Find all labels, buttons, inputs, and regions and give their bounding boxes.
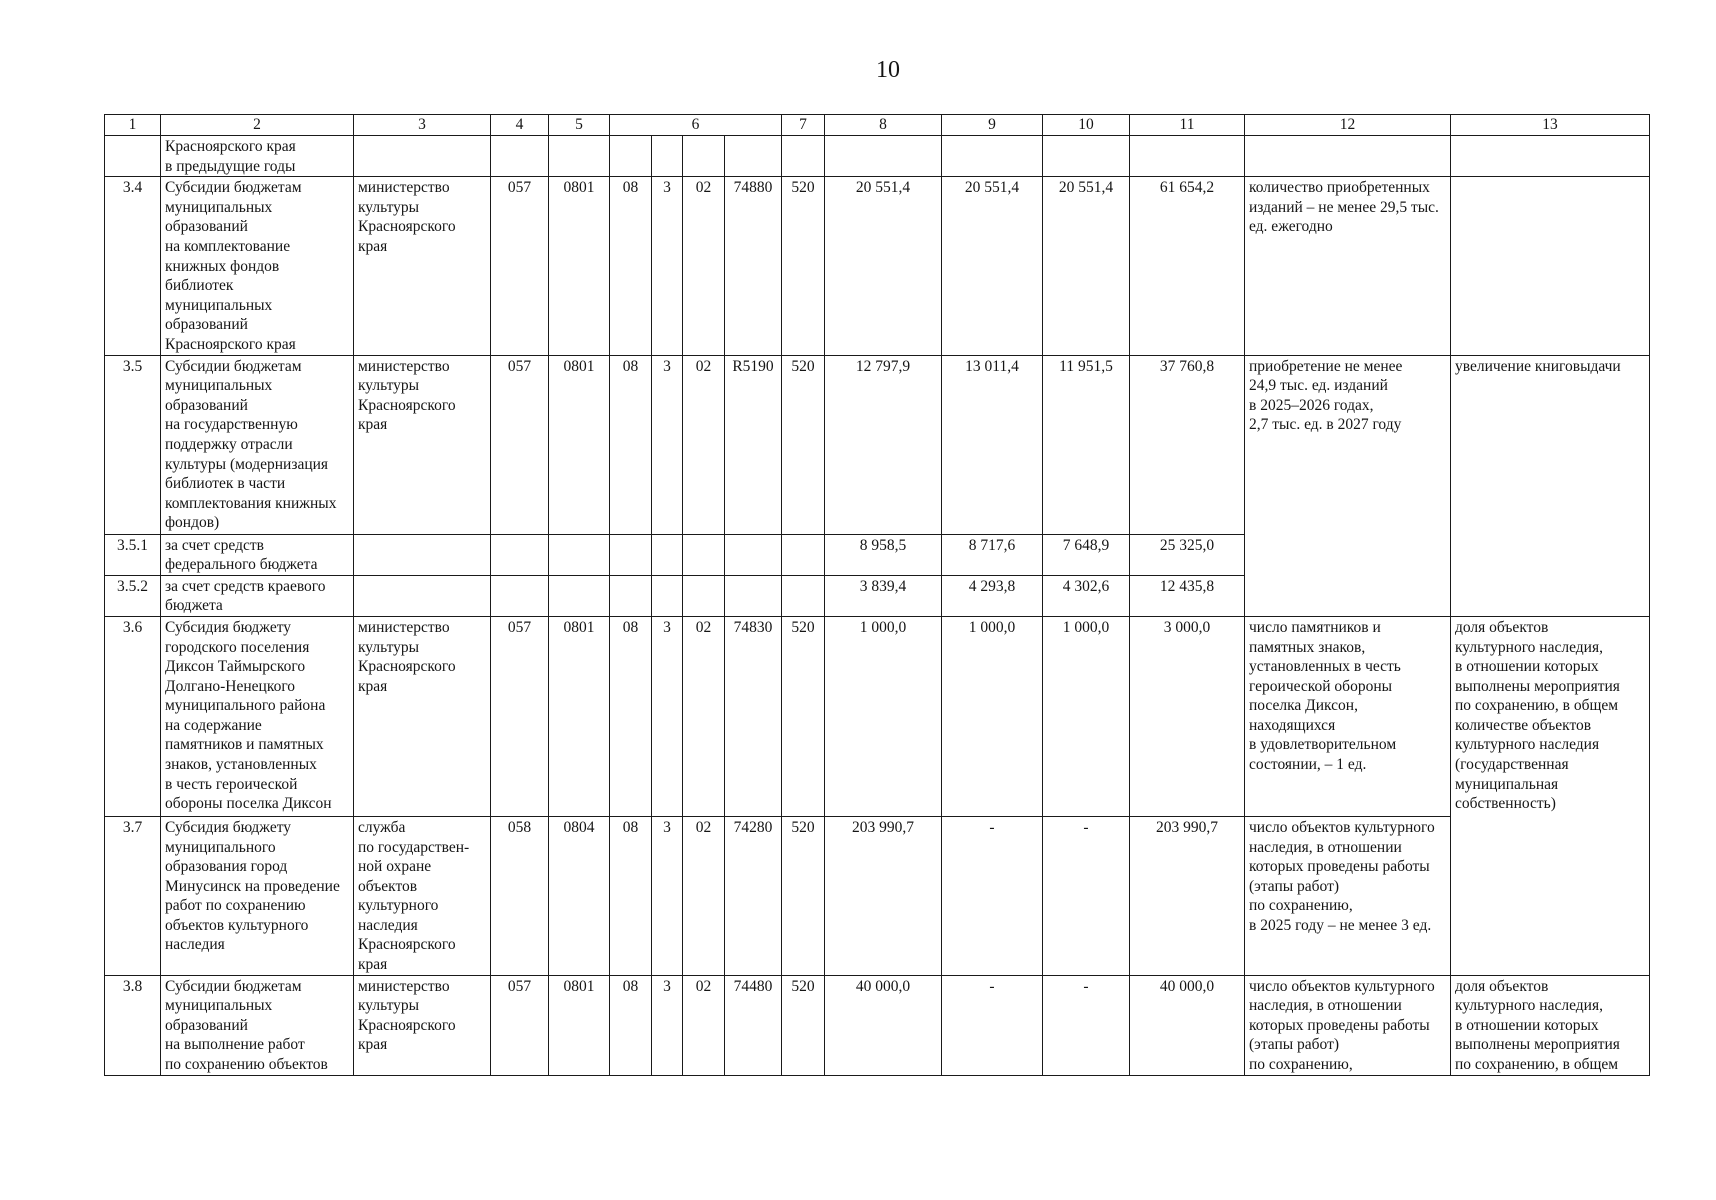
cell-c10: - bbox=[1043, 975, 1130, 1075]
cell-c3: министерство культуры Красноярского края bbox=[354, 975, 491, 1075]
cell-c6-4 bbox=[725, 575, 782, 616]
cell-c7 bbox=[782, 136, 825, 177]
cell-c6-4: 74830 bbox=[725, 616, 782, 816]
cell-c12: приобретение не менее 24,9 тыс. ед. изданий в 2025–2026 годах, 2,7 тыс. ед. в 2027 году bbox=[1245, 355, 1451, 616]
cell-c6-2 bbox=[652, 136, 683, 177]
header-cell: 3 bbox=[354, 115, 491, 136]
cell-c7 bbox=[782, 534, 825, 575]
cell-c8: 40 000,0 bbox=[825, 975, 942, 1075]
cell-c2: Субсидия бюджету муниципального образования город Минусинск на проведение работ по сохранению объектов культурного наследия bbox=[161, 816, 354, 975]
cell-c8: 8 958,5 bbox=[825, 534, 942, 575]
table-row bbox=[105, 616, 1650, 816]
cell-c4: 057 bbox=[491, 355, 549, 534]
cell-c10: 7 648,9 bbox=[1043, 534, 1130, 575]
cell-c8: 12 797,9 bbox=[825, 355, 942, 534]
cell-c1: 3.5.1 bbox=[105, 534, 161, 575]
header-cell: 9 bbox=[942, 115, 1043, 136]
cell-c10: 4 302,6 bbox=[1043, 575, 1130, 616]
cell-c3 bbox=[354, 575, 491, 616]
cell-c9 bbox=[942, 136, 1043, 177]
cell-c9: - bbox=[942, 816, 1043, 975]
cell-c6-4: R5190 bbox=[725, 355, 782, 534]
cell-c11: 25 325,0 bbox=[1130, 534, 1245, 575]
header-cell: 13 bbox=[1451, 115, 1650, 136]
cell-c2: за счет средств федерального бюджета bbox=[161, 534, 354, 575]
cell-c6-1: 08 bbox=[610, 975, 652, 1075]
header-cell: 4 bbox=[491, 115, 549, 136]
cell-c7: 520 bbox=[782, 177, 825, 355]
cell-c3: министерство культуры Красноярского края bbox=[354, 177, 491, 355]
cell-c12 bbox=[1245, 136, 1451, 177]
cell-c5: 0801 bbox=[549, 177, 610, 355]
cell-c7: 520 bbox=[782, 355, 825, 534]
cell-c7: 520 bbox=[782, 816, 825, 975]
cell-c4 bbox=[491, 136, 549, 177]
cell-c6-4 bbox=[725, 136, 782, 177]
cell-c1: 3.5 bbox=[105, 355, 161, 534]
cell-c12: число объектов культурного наследия, в отношении которых проведены работы (этапы работ) по сохранению, в 2025 году – не менее 3 ед. bbox=[1245, 816, 1451, 975]
cell-c11: 61 654,2 bbox=[1130, 177, 1245, 355]
cell-c9: 13 011,4 bbox=[942, 355, 1043, 534]
cell-c9: 20 551,4 bbox=[942, 177, 1043, 355]
cell-c3 bbox=[354, 534, 491, 575]
cell-c6-2 bbox=[652, 534, 683, 575]
cell-c5: 0804 bbox=[549, 816, 610, 975]
header-cell: 8 bbox=[825, 115, 942, 136]
cell-c7: 520 bbox=[782, 616, 825, 816]
cell-c6-1: 08 bbox=[610, 616, 652, 816]
cell-c11 bbox=[1130, 136, 1245, 177]
cell-c6-4: 74280 bbox=[725, 816, 782, 975]
table-row bbox=[105, 975, 1650, 1075]
cell-c13 bbox=[1451, 177, 1650, 355]
cell-c5 bbox=[549, 136, 610, 177]
cell-c5 bbox=[549, 534, 610, 575]
cell-c6-1: 08 bbox=[610, 816, 652, 975]
header-cell: 1 bbox=[105, 115, 161, 136]
cell-c2: за счет средств краевого бюджета bbox=[161, 575, 354, 616]
cell-c13 bbox=[1451, 136, 1650, 177]
cell-c6-1 bbox=[610, 136, 652, 177]
cell-c5: 0801 bbox=[549, 616, 610, 816]
cell-c10: 20 551,4 bbox=[1043, 177, 1130, 355]
cell-c12: число памятников и памятных знаков, установленных в честь героической обороны поселка Диксон, находящихся в удовлетворительном состоянии, – 1 ед. bbox=[1245, 616, 1451, 816]
cell-c6-3 bbox=[683, 534, 725, 575]
cell-c6-2: 3 bbox=[652, 177, 683, 355]
cell-c6-1: 08 bbox=[610, 177, 652, 355]
cell-c13: доля объектов культурного наследия, в отношении которых выполнены мероприятия по сохранению, в общем количестве объектов культурного наследия (государственная муниципальная собственность) bbox=[1451, 616, 1650, 975]
cell-c8: 20 551,4 bbox=[825, 177, 942, 355]
cell-c11: 3 000,0 bbox=[1130, 616, 1245, 816]
cell-c1: 3.6 bbox=[105, 616, 161, 816]
cell-c1: 3.4 bbox=[105, 177, 161, 355]
cell-c3: министерство культуры Красноярского края bbox=[354, 355, 491, 534]
cell-c11: 37 760,8 bbox=[1130, 355, 1245, 534]
data-table bbox=[104, 114, 1650, 1076]
cell-c7: 520 bbox=[782, 975, 825, 1075]
table-row bbox=[105, 177, 1650, 355]
table-row bbox=[105, 816, 1650, 975]
header-row bbox=[105, 115, 1650, 136]
cell-c1 bbox=[105, 136, 161, 177]
table-row bbox=[105, 136, 1650, 177]
cell-c6-4: 74480 bbox=[725, 975, 782, 1075]
cell-c4: 057 bbox=[491, 616, 549, 816]
header-cell: 2 bbox=[161, 115, 354, 136]
cell-c11: 40 000,0 bbox=[1130, 975, 1245, 1075]
cell-c4: 057 bbox=[491, 177, 549, 355]
cell-c8: 203 990,7 bbox=[825, 816, 942, 975]
cell-c2: Субсидии бюджетам муниципальных образований на государственную поддержку отрасли культуры (модернизация библиотек в части комплектования книжных фондов) bbox=[161, 355, 354, 534]
header-cell: 5 bbox=[549, 115, 610, 136]
cell-c3: министерство культуры Красноярского края bbox=[354, 616, 491, 816]
cell-c2: Субсидии бюджетам муниципальных образований на выполнение работ по сохранению объектов bbox=[161, 975, 354, 1075]
cell-c8: 1 000,0 bbox=[825, 616, 942, 816]
cell-c6-4: 74880 bbox=[725, 177, 782, 355]
header-cell: 7 bbox=[782, 115, 825, 136]
cell-c6-3: 02 bbox=[683, 355, 725, 534]
cell-c13: увеличение книговыдачи bbox=[1451, 355, 1650, 616]
cell-c2: Субсидии бюджетам муниципальных образований на комплектование книжных фондов библиотек муниципальных образований Красноярского края bbox=[161, 177, 354, 355]
header-cell: 10 bbox=[1043, 115, 1130, 136]
cell-c9: - bbox=[942, 975, 1043, 1075]
cell-c5 bbox=[549, 575, 610, 616]
cell-c1: 3.5.2 bbox=[105, 575, 161, 616]
cell-c8 bbox=[825, 136, 942, 177]
cell-c4 bbox=[491, 575, 549, 616]
header-cell: 6 bbox=[610, 115, 782, 136]
cell-c6-2: 3 bbox=[652, 975, 683, 1075]
page-number: 10 bbox=[876, 57, 900, 83]
cell-c4: 057 bbox=[491, 975, 549, 1075]
cell-c6-3 bbox=[683, 136, 725, 177]
cell-c3 bbox=[354, 136, 491, 177]
cell-c12: количество приобретенных изданий – не менее 29,5 тыс. ед. ежегодно bbox=[1245, 177, 1451, 355]
cell-c6-1: 08 bbox=[610, 355, 652, 534]
cell-c11: 203 990,7 bbox=[1130, 816, 1245, 975]
cell-c6-2 bbox=[652, 575, 683, 616]
header-cell: 12 bbox=[1245, 115, 1451, 136]
cell-c6-3: 02 bbox=[683, 616, 725, 816]
cell-c6-3: 02 bbox=[683, 177, 725, 355]
cell-c6-1 bbox=[610, 534, 652, 575]
cell-c6-2: 3 bbox=[652, 816, 683, 975]
cell-c4 bbox=[491, 534, 549, 575]
cell-c6-4 bbox=[725, 534, 782, 575]
cell-c9: 8 717,6 bbox=[942, 534, 1043, 575]
cell-c2: Субсидия бюджету городского поселения Диксон Таймырского Долгано-Ненецкого муниципального района на содержание памятников и памятных знаков, установленных в честь героической обороны поселка Диксон bbox=[161, 616, 354, 816]
cell-c10: - bbox=[1043, 816, 1130, 975]
cell-c12: число объектов культурного наследия, в отношении которых проведены работы (этапы работ) по сохранению, bbox=[1245, 975, 1451, 1075]
cell-c3: служба по государствен- ной охране объектов культурного наследия Красноярского края bbox=[354, 816, 491, 975]
cell-c6-1 bbox=[610, 575, 652, 616]
cell-c6-2: 3 bbox=[652, 616, 683, 816]
cell-c11: 12 435,8 bbox=[1130, 575, 1245, 616]
cell-c6-3 bbox=[683, 575, 725, 616]
table-row bbox=[105, 355, 1650, 534]
cell-c5: 0801 bbox=[549, 355, 610, 534]
cell-c5: 0801 bbox=[549, 975, 610, 1075]
cell-c6-2: 3 bbox=[652, 355, 683, 534]
cell-c9: 4 293,8 bbox=[942, 575, 1043, 616]
cell-c8: 3 839,4 bbox=[825, 575, 942, 616]
cell-c13: доля объектов культурного наследия, в отношении которых выполнены мероприятия по сохранению, в общем bbox=[1451, 975, 1650, 1075]
header-cell: 11 bbox=[1130, 115, 1245, 136]
cell-c10: 1 000,0 bbox=[1043, 616, 1130, 816]
cell-c6-3: 02 bbox=[683, 975, 725, 1075]
cell-c7 bbox=[782, 575, 825, 616]
cell-c1: 3.8 bbox=[105, 975, 161, 1075]
cell-c10 bbox=[1043, 136, 1130, 177]
cell-c2: Красноярского края в предыдущие годы bbox=[161, 136, 354, 177]
cell-c6-3: 02 bbox=[683, 816, 725, 975]
cell-c1: 3.7 bbox=[105, 816, 161, 975]
cell-c9: 1 000,0 bbox=[942, 616, 1043, 816]
cell-c4: 058 bbox=[491, 816, 549, 975]
cell-c10: 11 951,5 bbox=[1043, 355, 1130, 534]
